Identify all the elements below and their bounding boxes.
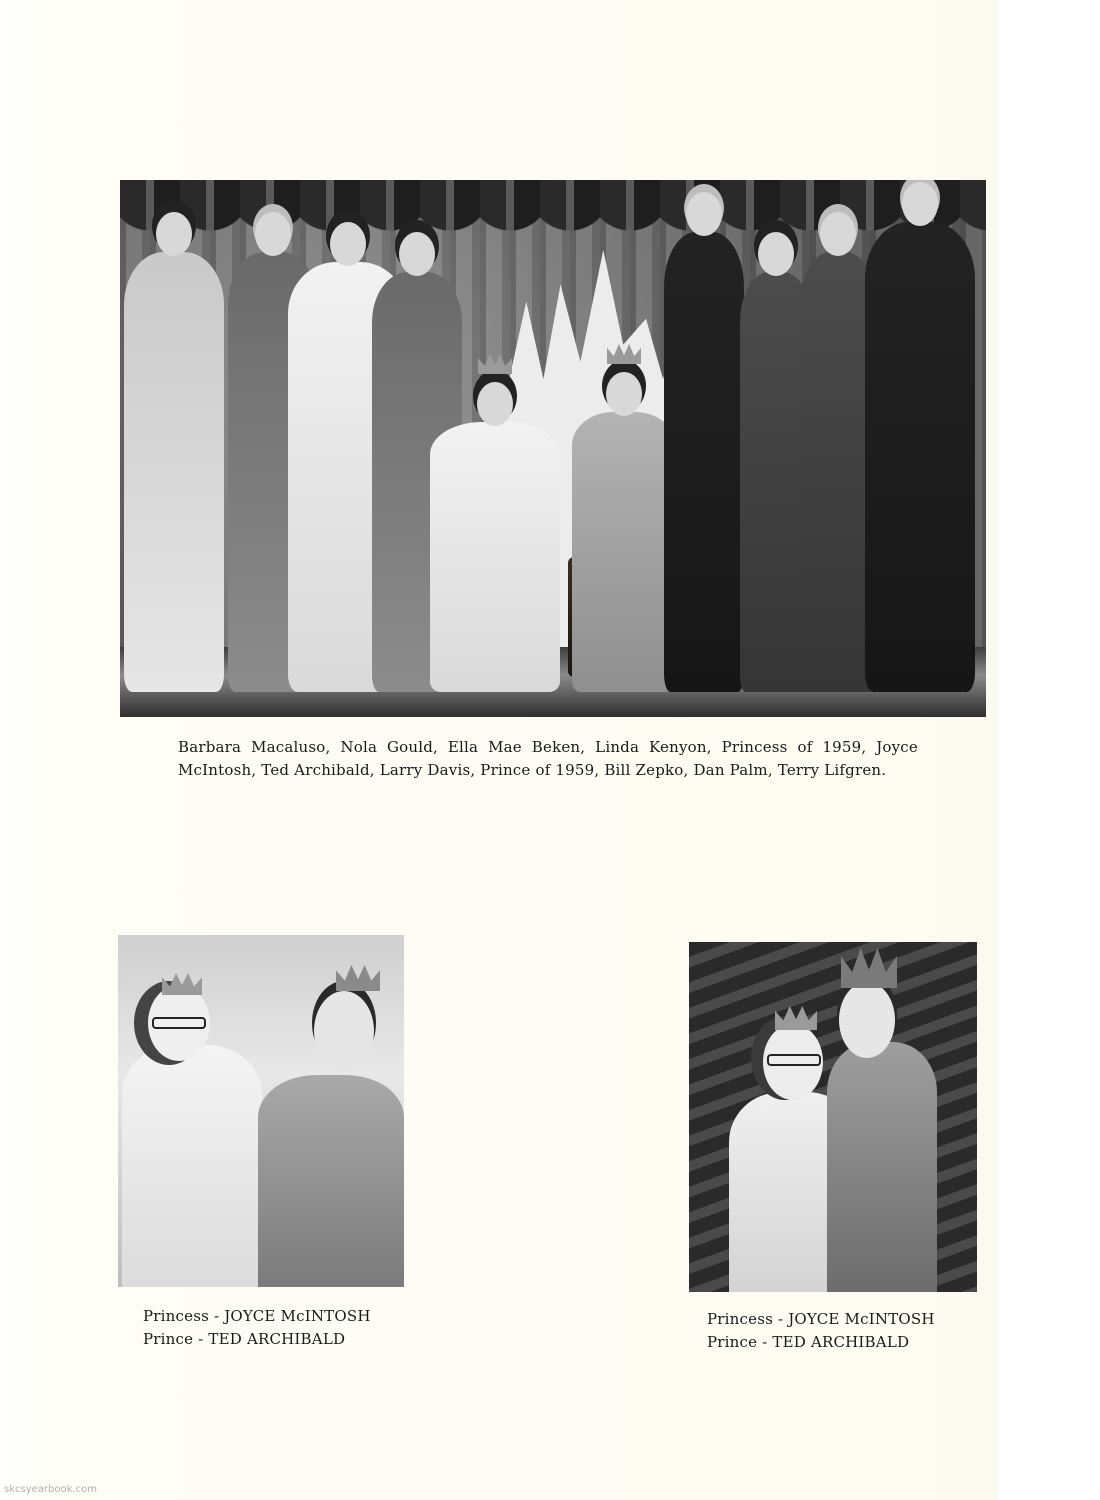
seated-photo-caption bbox=[143, 1305, 443, 1351]
princess-dancing-glasses bbox=[767, 1054, 821, 1066]
dancing-photo-caption bbox=[707, 1308, 1007, 1354]
watermark: skcsyearbook.com bbox=[4, 1484, 97, 1495]
caption-prince: Prince - TED ARCHIBALD bbox=[143, 1330, 346, 1348]
dancing-royalty-photo bbox=[689, 942, 977, 1292]
prince-face bbox=[314, 991, 374, 1071]
group-photo bbox=[120, 180, 986, 717]
person-terry bbox=[865, 222, 975, 692]
princess-glasses bbox=[152, 1017, 206, 1029]
prince-dancing-figure bbox=[827, 1042, 937, 1292]
princess-figure bbox=[122, 1045, 262, 1287]
caption-princess: Princess - JOYCE McINTOSH bbox=[143, 1307, 371, 1325]
prince-figure bbox=[258, 1075, 404, 1287]
caption-prince: Prince - TED ARCHIBALD bbox=[707, 1333, 910, 1351]
group-photo-caption: Barbara Macaluso, Nola Gould, Ella Mae Beken, Linda Kenyon, Princess of 1959, Joyce McIntosh, Ted Archibald, Larry Davis, Prince of 1959, Bill Zepko, Dan Palm, Terry Lifgren. bbox=[178, 738, 918, 779]
person-prince-seated bbox=[572, 412, 676, 692]
person-princess-seated bbox=[430, 422, 560, 692]
person-barbara bbox=[124, 252, 224, 692]
seated-royalty-photo bbox=[118, 935, 404, 1287]
caption-princess: Princess - JOYCE McINTOSH bbox=[707, 1310, 935, 1328]
prince-dancing-face bbox=[839, 982, 895, 1058]
person-larry bbox=[664, 232, 744, 692]
